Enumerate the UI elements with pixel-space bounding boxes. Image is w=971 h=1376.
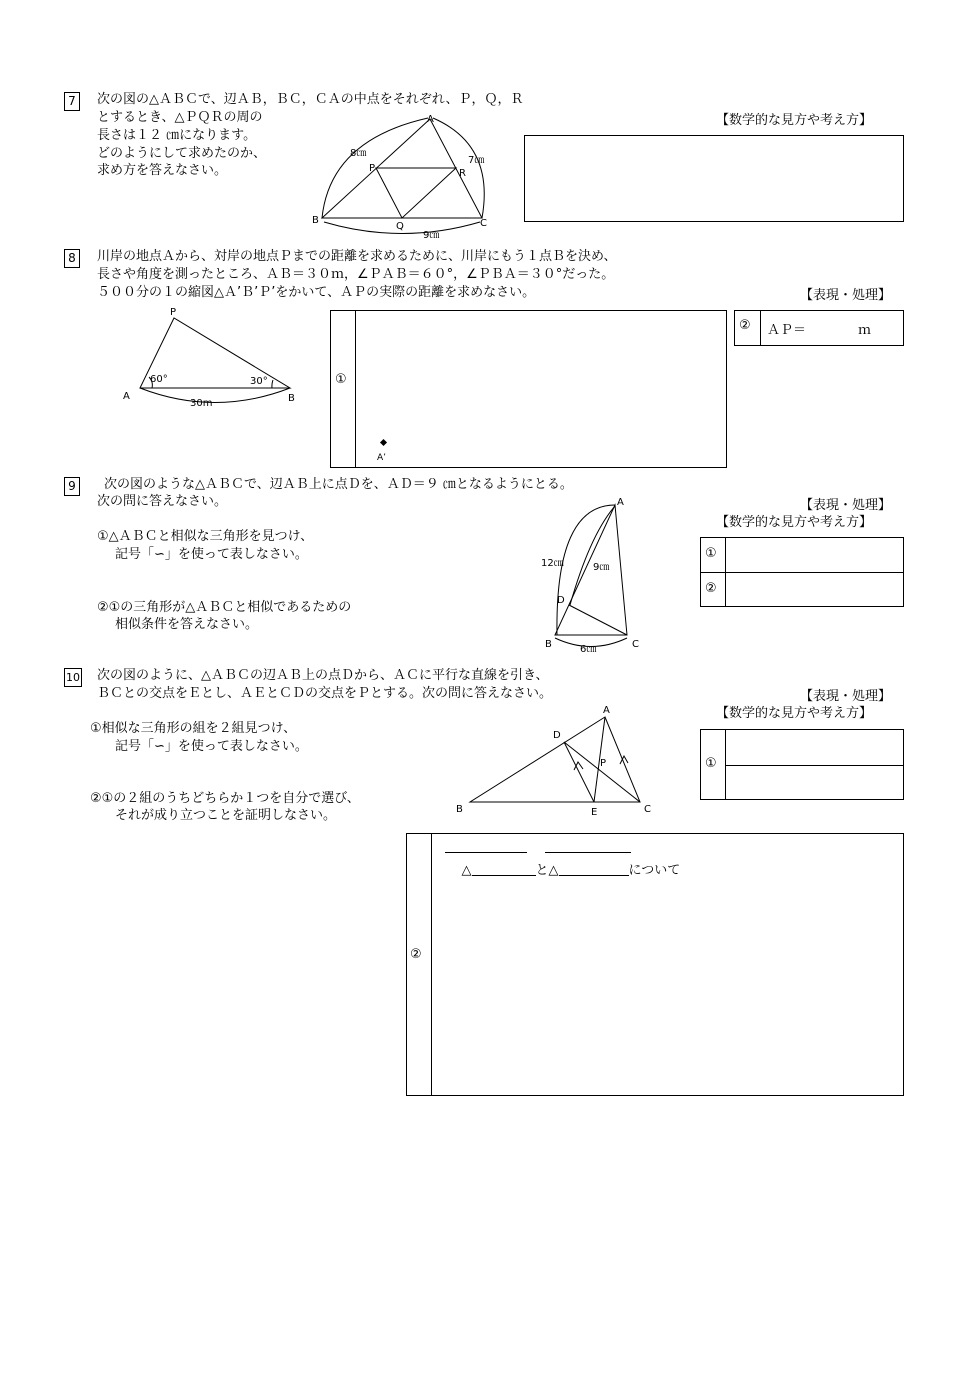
q7-answer-box[interactable] xyxy=(524,135,904,222)
triangle-symbol-2: △ xyxy=(548,863,559,878)
q10-evaluation-tag-2: 【数学的な見方や考え方】 xyxy=(716,706,873,721)
q8-evaluation-tag: 【表現・処理】 xyxy=(800,288,892,303)
triangle-1-underline xyxy=(445,852,527,853)
q7-label-r: R xyxy=(459,168,466,179)
q9-sub2-line1: ②①の三角形が△ＡＢＣと相似であるための xyxy=(97,600,352,615)
question-number-9: 9 xyxy=(64,477,80,496)
q9-text-line2: 次の問に答えなさい。 xyxy=(97,494,228,509)
question-number-7: 7 xyxy=(64,92,80,111)
q10-label-a: A xyxy=(603,705,610,716)
q9-label-b: B xyxy=(545,639,552,650)
q10-answer2-label: ② xyxy=(410,947,422,962)
q9-answer-box xyxy=(700,537,904,607)
q7-text-line5: 求め方を答えなさい。 xyxy=(97,163,228,178)
q8-answer1-label: ① xyxy=(335,372,347,387)
q9-evaluation-tag-1: 【表現・処理】 xyxy=(800,498,892,513)
q8-angle-a: 60° xyxy=(150,374,168,385)
q10-triangle-figure xyxy=(450,700,665,820)
question-number-10: 10 xyxy=(64,668,82,687)
q9-answer2-label: ② xyxy=(705,581,717,596)
q8-label-a: A xyxy=(123,391,130,402)
q7-text-line1: 次の図の△ＡＢＣで、辺ＡＢ，ＢＣ，ＣＡの中点をそれぞれ、Ｐ，Ｑ，Ｒ xyxy=(97,92,524,107)
q10-answer1-box xyxy=(700,729,904,800)
triangle-2-underline xyxy=(545,852,631,853)
q9-sub2-line2: 相似条件を答えなさい。 xyxy=(115,617,259,632)
q9-evaluation-tag-2: 【数学的な見方や考え方】 xyxy=(716,515,873,530)
q9-triangle-figure xyxy=(535,495,655,660)
q9-length-bc: 6㎝ xyxy=(580,644,597,655)
q8-angle-b: 30° xyxy=(250,376,268,387)
q10-label-p: P xyxy=(600,758,607,769)
q7-label-p: P xyxy=(369,163,376,174)
q10-evaluation-tag-1: 【表現・処理】 xyxy=(800,689,892,704)
q9-answer1-label: ① xyxy=(705,546,717,561)
q9-length-ad: 9㎝ xyxy=(593,562,610,573)
q7-text-line4: どのようにして求めたのか、 xyxy=(97,146,267,161)
q10-proof-label-column xyxy=(406,833,432,1096)
q8-text-line3: ５００分の１の縮図△Ａ’Ｂ’Ｐ’をかいて、ＡＰの実際の距離を求めなさい。 xyxy=(97,285,536,300)
q7-length-ab: 8㎝ xyxy=(350,148,367,159)
q10-label-d: D xyxy=(553,730,561,741)
proof-and: と xyxy=(535,863,549,878)
q8-length-ab: 30m xyxy=(190,398,213,409)
q8-answer2-label-cell xyxy=(734,310,761,346)
q10-proof-box[interactable] xyxy=(406,833,904,1096)
q7-evaluation-tag: 【数学的な見方や考え方】 xyxy=(716,113,873,128)
q10-label-b: B xyxy=(456,804,463,815)
triangle-symbol-1: △ xyxy=(461,863,472,878)
q7-triangle-figure xyxy=(310,110,520,245)
q8-label-b: B xyxy=(288,393,295,404)
q8-text-line2: 長さや角度を測ったところ、ＡＢ＝３０ｍ，∠ＰＡＢ＝６０°，∠ＰＢＡ＝３０°だった。 xyxy=(97,267,615,282)
q7-length-bc: 9㎝ xyxy=(423,230,440,241)
q10-sub2-line1: ②①の２組のうちどちらか１つを自分で選び、 xyxy=(90,791,360,806)
q7-label-b: B xyxy=(312,215,319,226)
q9-sub1-line1: ①△ＡＢＣと相似な三角形を見つけ、 xyxy=(97,529,314,544)
q8-answer2-label: ② xyxy=(739,318,751,333)
q8-drawing-box[interactable] xyxy=(330,310,727,468)
q10-text-line1: 次の図のように、△ＡＢＣの辺ＡＢ上の点Ｄから、ＡＣに平行な直線を引き、 xyxy=(97,668,549,683)
q9-answer1-field[interactable] xyxy=(727,538,903,572)
q10-label-c: C xyxy=(644,804,651,815)
q8-text-line1: 川岸の地点Ａから、対岸の地点Ｐまでの距離を求めるために、川岸にもう１点Ｂを決め、 xyxy=(97,249,617,264)
q8-answer2-unit: ｍ xyxy=(858,323,872,338)
q9-text-line1: 次の図のような△ＡＢＣで、辺ＡＢ上に点Ｄを、ＡＤ＝９ ㎝となるようにとる。 xyxy=(104,477,573,492)
q10-answer1-label: ① xyxy=(705,756,717,771)
q9-label-a: A xyxy=(617,497,624,508)
q9-label-d: D xyxy=(557,595,565,606)
q7-length-ca: 7㎝ xyxy=(468,155,485,166)
q10-sub2-line2: それが成り立つことを証明しなさい。 xyxy=(115,808,337,823)
q8-label-p: P xyxy=(170,307,177,318)
q10-answer1-field-bottom[interactable] xyxy=(727,766,903,799)
triangle-blank-2[interactable] xyxy=(559,861,629,876)
q8-triangle-figure xyxy=(115,305,315,415)
q10-label-e: E xyxy=(591,807,598,818)
q8-answer2-text: ＡＰ＝ xyxy=(767,323,807,338)
q10-text-line2: ＢＣとの交点をＥとし、ＡＥとＣＤの交点をＰとする。次の問に答えなさい。 xyxy=(97,686,553,701)
q7-label-a: A xyxy=(427,114,434,125)
point-a-prime-marker xyxy=(380,439,387,446)
point-a-prime-label: A’ xyxy=(377,453,387,463)
q9-label-c: C xyxy=(632,639,639,650)
q9-sub1-line2: 記号「∽」を使って表しなさい。 xyxy=(115,547,308,562)
question-number-8: 8 xyxy=(64,249,80,268)
q7-label-q: Q xyxy=(396,221,404,232)
q10-sub1-line2: 記号「∽」を使って表しなさい。 xyxy=(115,739,308,754)
q7-label-c: C xyxy=(480,218,487,229)
q8-answer1-label-cell xyxy=(330,310,356,468)
q9-length-ab: 12㎝ xyxy=(541,558,564,569)
q10-sub1-line1: ①相似な三角形の組を２組見つけ、 xyxy=(90,721,297,736)
q10-answer1-field-top[interactable] xyxy=(727,730,903,765)
q7-text-line2: とするとき、△ＰＱＲの周の xyxy=(97,110,263,125)
q7-text-line3: 長さは１２ ㎝になります。 xyxy=(97,128,257,143)
triangle-blank-1[interactable] xyxy=(472,861,536,876)
q8-answer2-box[interactable] xyxy=(734,310,904,346)
q9-answer2-field[interactable] xyxy=(727,573,903,606)
proof-about: について xyxy=(628,863,681,878)
